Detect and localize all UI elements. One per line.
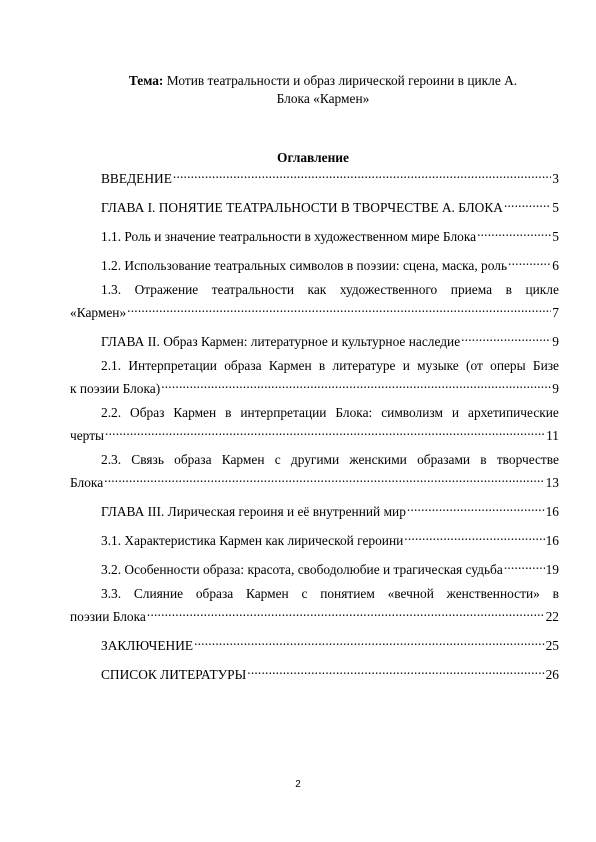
topic-line-1 <box>90 72 556 90</box>
toc-entry <box>70 194 559 217</box>
toc-dot-leader <box>194 632 545 650</box>
toc-entry-text: ГЛАВА III. Лирическая героиня и её внутренний мир <box>101 504 406 519</box>
toc-dot-leader <box>404 527 544 545</box>
toc-entry-word: Образ <box>130 405 165 420</box>
toc-entry-word: как <box>307 282 327 297</box>
toc-entry-line <box>70 404 559 422</box>
toc-entry <box>70 404 559 445</box>
toc-entry <box>70 223 559 246</box>
toc-page-number: 9 <box>552 334 559 349</box>
toc-entry-word: другими <box>290 452 340 467</box>
toc-entry-word: в <box>480 452 487 467</box>
toc-entry-word: и <box>402 358 410 373</box>
toc-entry-word: (от <box>466 358 483 373</box>
toc-entry-word: театральности <box>211 282 295 297</box>
toc-page-number: 7 <box>552 305 559 320</box>
toc-page-number: 5 <box>552 229 559 244</box>
toc-entry-line <box>70 252 559 275</box>
toc-entry <box>70 527 559 550</box>
toc-entry-line <box>70 422 559 445</box>
toc-entry-line <box>70 223 559 246</box>
toc-entry-word: понятием <box>320 586 375 601</box>
toc-dot-leader <box>407 498 545 516</box>
toc-entry-word: Кармен <box>268 358 312 373</box>
toc-entry-line <box>70 165 559 188</box>
toc-entry-text: 3.2. Особенности образа: красота, свободолюбие и трагическая судьба <box>101 562 503 577</box>
toc-entry-line <box>70 661 559 684</box>
toc-page-number: 25 <box>545 638 559 653</box>
toc-entry-word: Интерпретации <box>128 358 217 373</box>
toc-entry-text: поэзии Блока <box>70 609 146 624</box>
toc-page-number: 11 <box>546 428 559 443</box>
toc-dot-leader <box>508 252 551 270</box>
toc-entry-word: символизм <box>381 405 443 420</box>
toc-entry-word: музыке <box>417 358 459 373</box>
toc-entry-word: женственности» <box>446 586 540 601</box>
toc-entry-word: художественного <box>339 282 438 297</box>
toc-page-number: 26 <box>545 667 559 682</box>
toc-page-number: 16 <box>545 504 559 519</box>
toc-entry-word: 2.2. <box>101 405 122 420</box>
toc-entry-text: 3.1. Характеристика Кармен как лирической героини <box>101 533 404 548</box>
toc-entry-line <box>70 281 559 299</box>
toc-entry-line <box>70 469 559 492</box>
toc-page-number: 19 <box>545 562 559 577</box>
toc-entry <box>70 328 559 351</box>
toc-page-number: 3 <box>552 171 559 186</box>
toc-entry-word: и <box>451 405 460 420</box>
toc-entry-line <box>70 603 559 626</box>
toc-entry-text: ВВЕДЕНИЕ <box>101 171 172 186</box>
toc-dot-leader <box>247 661 544 679</box>
toc-entry-word: образа <box>174 452 212 467</box>
toc-entry-text: ЗАКЛЮЧЕНИЕ <box>101 638 194 653</box>
toc-entry <box>70 281 559 322</box>
toc-entry-word: Бизе <box>532 358 559 373</box>
toc-entry-word: в <box>552 586 559 601</box>
table-of-contents <box>70 165 559 690</box>
toc-entry-word: с <box>274 452 281 467</box>
toc-entry-word: женскими <box>349 452 407 467</box>
toc-entry-word: образа <box>224 358 262 373</box>
toc-entry-word: образа <box>195 586 234 601</box>
toc-entry-word: Отражение <box>134 282 199 297</box>
toc-entry-word: Кармен <box>221 452 265 467</box>
toc-entry <box>70 585 559 626</box>
toc-entry-word: 2.3. <box>101 452 122 467</box>
toc-entry-word: приема <box>450 282 493 297</box>
toc-entry-word: 2.1. <box>101 358 122 373</box>
toc-entry-word: образами <box>417 452 471 467</box>
toc-entry-line <box>70 328 559 351</box>
toc-entry <box>70 556 559 579</box>
toc-page-number: 6 <box>552 258 559 273</box>
toc-entry <box>70 451 559 492</box>
toc-dot-leader <box>461 328 551 346</box>
toc-entry-line <box>70 194 559 217</box>
toc-entry-word: архетипические <box>468 405 559 420</box>
toc-entry-word: цикле <box>525 282 559 297</box>
toc-dot-leader <box>173 165 551 183</box>
toc-dot-leader <box>127 299 551 317</box>
toc-entry <box>70 498 559 521</box>
toc-entry-text: Блока <box>70 475 104 490</box>
toc-page-number: 13 <box>545 475 559 490</box>
toc-dot-leader <box>504 556 545 574</box>
toc-entry-word: интерпретации <box>240 405 327 420</box>
toc-entry-word: «вечной <box>387 586 434 601</box>
toc-entry-text: 1.2. Использование театральных символов в поэзии: сцена, маска, роль <box>101 258 508 273</box>
toc-dot-leader <box>161 375 551 393</box>
toc-title: Оглавление <box>277 150 349 165</box>
toc-entry <box>70 165 559 188</box>
toc-entry-line <box>70 451 559 469</box>
toc-entry-text: ГЛАВА II. Образ Кармен: литературное и культурное наследие <box>101 334 461 349</box>
toc-dot-leader <box>504 194 551 212</box>
toc-entry-text: к поэзии Блока) <box>70 381 161 396</box>
toc-entry-line <box>70 527 559 550</box>
toc-entry <box>70 632 559 655</box>
topic-label: Тема: <box>128 73 164 88</box>
toc-dot-leader <box>105 422 545 440</box>
toc-dot-leader <box>147 603 545 621</box>
toc-entry <box>70 252 559 275</box>
toc-entry-word: в <box>505 282 512 297</box>
toc-entry-word: Кармен <box>173 405 217 420</box>
toc-entry-text: «Кармен» <box>70 305 127 320</box>
toc-entry-word: Связь <box>131 452 164 467</box>
toc-dot-leader <box>477 223 551 241</box>
toc-entry-text: 1.1. Роль и значение театральности в художественном мире Блока <box>101 229 477 244</box>
toc-entry-text: ГЛАВА I. ПОНЯТИЕ ТЕАТРАЛЬНОСТИ В ТВОРЧЕСТВЕ А. БЛОКА <box>101 200 503 215</box>
toc-page-number: 5 <box>552 200 559 215</box>
toc-dot-leader <box>104 469 544 487</box>
toc-page-number: 16 <box>545 533 559 548</box>
toc-entry-line <box>70 556 559 579</box>
toc-entry-word: Блока: <box>335 405 373 420</box>
topic-text-1: Мотив театральности и образ лирической героини в цикле А. <box>166 73 518 88</box>
toc-entry-word: литературе <box>332 358 396 373</box>
toc-entry-line <box>70 585 559 603</box>
toc-entry-word: в <box>318 358 326 373</box>
toc-entry-word: 3.3. <box>101 586 122 601</box>
page-number: 2 <box>295 779 301 790</box>
toc-page-number: 22 <box>545 609 559 624</box>
toc-entry-word: Кармен <box>245 586 289 601</box>
toc-entry-line <box>70 357 559 375</box>
toc-entry-text: черты <box>70 428 105 443</box>
toc-entry-line <box>70 299 559 322</box>
toc-entry-line <box>70 632 559 655</box>
toc-entry-line <box>70 375 559 398</box>
document-topic <box>90 72 556 108</box>
toc-entry-word: оперы <box>490 358 526 373</box>
toc-entry-word: Слияние <box>133 586 184 601</box>
toc-entry <box>70 357 559 398</box>
toc-entry-word: в <box>225 405 232 420</box>
toc-page-number: 9 <box>552 381 559 396</box>
toc-entry-word: с <box>301 586 308 601</box>
toc-entry-line <box>70 498 559 521</box>
toc-entry-text: СПИСОК ЛИТЕРАТУРЫ <box>101 667 247 682</box>
toc-entry-word: творчестве <box>496 452 559 467</box>
toc-entry <box>70 661 559 684</box>
topic-text-2: Блока «Кармен» <box>276 91 370 106</box>
toc-entry-word: 1.3. <box>101 282 122 297</box>
